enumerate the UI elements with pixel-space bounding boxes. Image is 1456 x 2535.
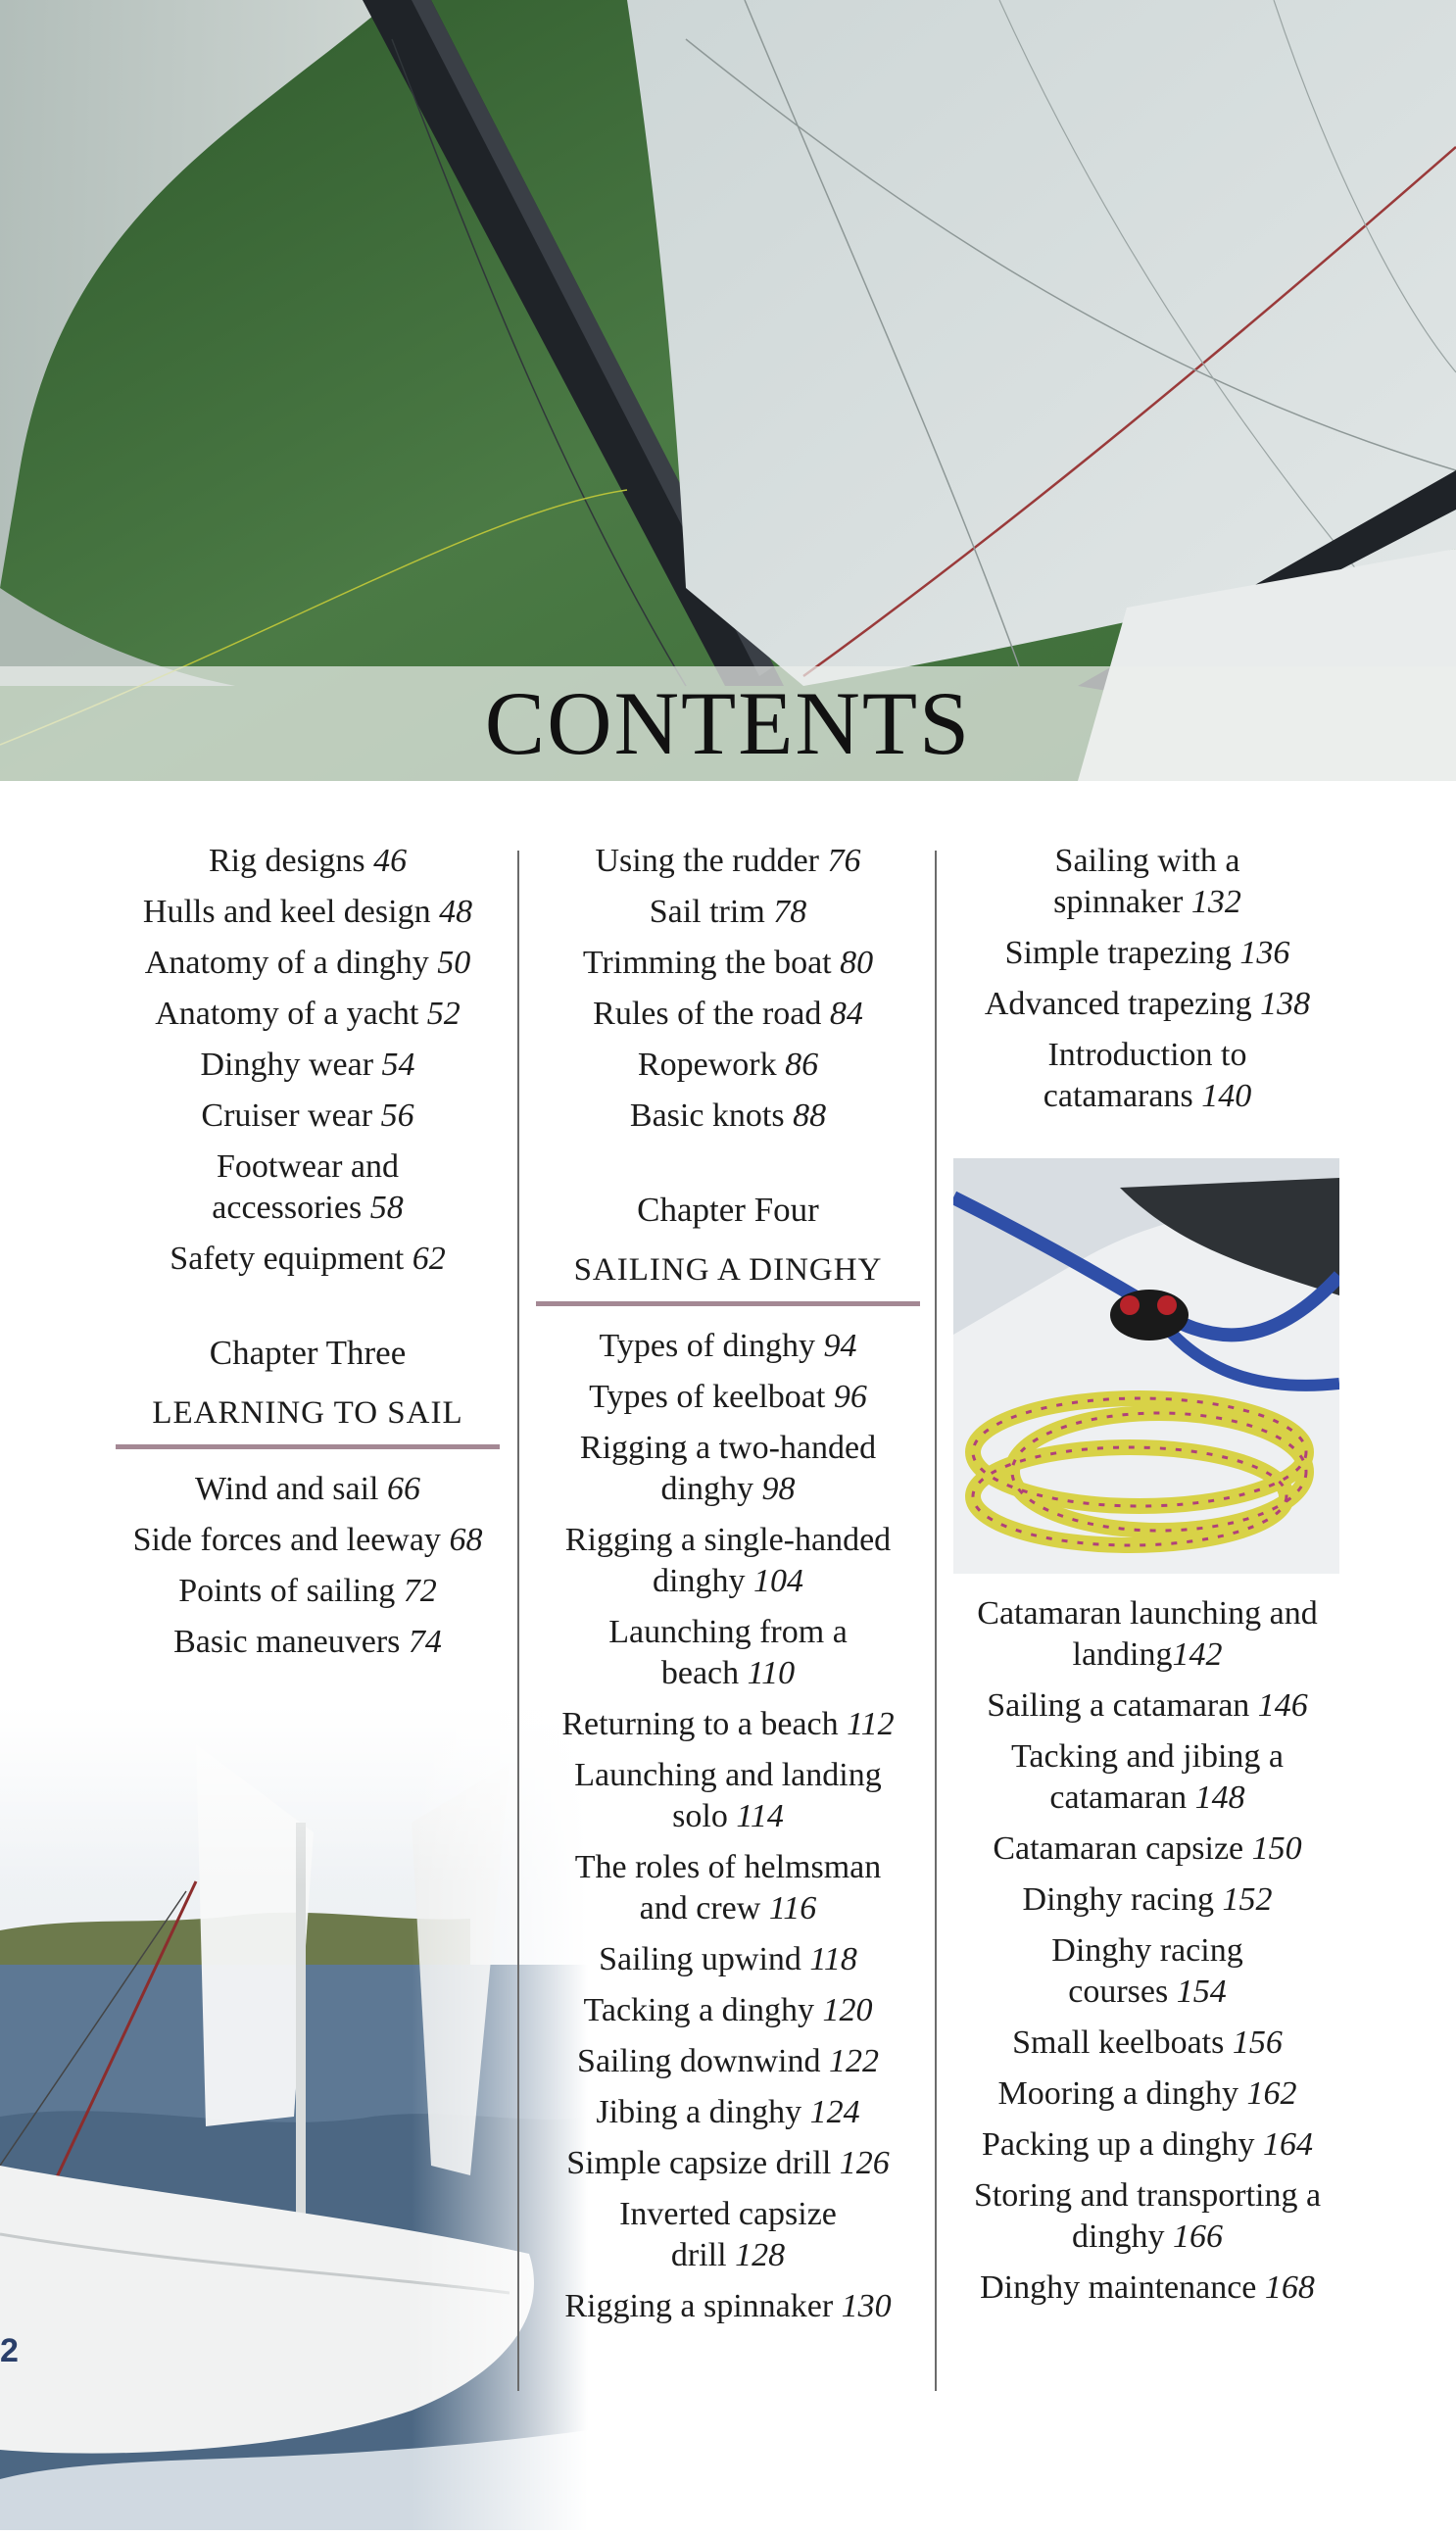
hull-number: 2 xyxy=(0,2332,19,2369)
toc-entry[interactable]: The roles of helmsman and crew 116 xyxy=(574,1849,882,1926)
toc-entry[interactable]: Rigging a single-handed dinghy 104 xyxy=(564,1522,892,1599)
toc-entry[interactable]: Catamaran capsize 150 xyxy=(993,1830,1302,1867)
toc-column-left xyxy=(106,841,510,1673)
dinghy-sailing-photo xyxy=(0,1705,588,2530)
toc-entry[interactable]: Sailing downwind 122 xyxy=(577,2043,879,2079)
toc-entry[interactable]: Launching from a beach 110 xyxy=(608,1614,848,1691)
toc-entry[interactable]: Safety equipment 62 xyxy=(170,1241,446,1277)
toc-entry[interactable]: Anatomy of a yacht 52 xyxy=(155,996,461,1032)
toc-entry[interactable]: Hulls and keel design 48 xyxy=(142,894,473,930)
toc-entry[interactable]: Footwear and accessories 58 xyxy=(212,1148,404,1226)
toc-column-right-bottom xyxy=(946,1593,1348,2318)
column-divider-left xyxy=(517,851,519,2391)
toc-entry[interactable]: Cruiser wear 56 xyxy=(201,1097,414,1134)
toc-entry[interactable]: Sailing with a spinnaker 132 xyxy=(1053,843,1241,920)
toc-entry[interactable]: Using the rudder 76 xyxy=(595,843,861,879)
toc-entry[interactable]: Packing up a dinghy 164 xyxy=(981,2126,1314,2163)
toc-entry[interactable]: Inverted capsize drill 128 xyxy=(619,2196,837,2273)
toc-entry[interactable]: Launching and landing solo 114 xyxy=(574,1757,882,1834)
toc-entry[interactable]: Jibing a dinghy 124 xyxy=(596,2094,860,2130)
toc-entry[interactable]: Wind and sail 66 xyxy=(195,1471,420,1507)
page-title: CONTENTS xyxy=(484,673,972,773)
toc-entry[interactable]: Sailing a catamaran 146 xyxy=(987,1687,1308,1724)
toc-entry[interactable]: Introduction to catamarans 140 xyxy=(1043,1037,1252,1114)
toc-entry[interactable]: Dinghy racing courses 154 xyxy=(1051,1932,1243,2010)
toc-entry[interactable]: Dinghy wear 54 xyxy=(200,1047,415,1083)
toc-entry[interactable]: Trimming the boat 80 xyxy=(582,945,874,981)
toc-entry[interactable]: Dinghy racing 152 xyxy=(1022,1881,1273,1918)
toc-entry[interactable]: Basic maneuvers 74 xyxy=(173,1624,442,1660)
chapter-three-rule xyxy=(116,1444,500,1449)
toc-entry[interactable]: Returning to a beach 112 xyxy=(561,1706,895,1742)
toc-entry[interactable]: Simple capsize drill 126 xyxy=(566,2145,890,2181)
chapter-four-number: Chapter Four xyxy=(637,1191,819,1229)
toc-entry[interactable]: Rigging a spinnaker 130 xyxy=(564,2288,892,2324)
toc-entry[interactable]: Simple trapezing 136 xyxy=(1004,935,1290,971)
toc-entry[interactable]: Tacking a dinghy 120 xyxy=(583,1992,873,2028)
toc-entry[interactable]: Side forces and leeway 68 xyxy=(132,1522,483,1558)
toc-entry[interactable]: Rig designs 46 xyxy=(208,843,408,879)
chapter-four-rule xyxy=(536,1301,920,1306)
chapter-four-title[interactable]: SAILING A DINGHY xyxy=(573,1252,883,1288)
toc-entry[interactable]: Small keelboats 156 xyxy=(1012,2024,1283,2061)
toc-entry[interactable]: Rules of the road 84 xyxy=(593,996,863,1032)
toc-entry[interactable]: Tacking and jibing a catamaran 148 xyxy=(1010,1738,1285,1816)
toc-entry[interactable]: Basic knots 88 xyxy=(629,1097,827,1134)
hero-sail-photo xyxy=(0,0,1456,781)
toc-entry[interactable]: Catamaran launching and landing142 xyxy=(977,1595,1318,1673)
toc-column-middle xyxy=(529,841,927,2337)
toc-entry[interactable]: Rigging a two-handed dinghy 98 xyxy=(579,1430,877,1507)
toc-entry[interactable]: Anatomy of a dinghy 50 xyxy=(144,945,471,981)
toc-column-right-top xyxy=(946,841,1348,1127)
toc-entry[interactable]: Types of keelboat 96 xyxy=(589,1379,867,1415)
chapter-three-number: Chapter Three xyxy=(209,1334,407,1372)
toc-entry[interactable]: Mooring a dinghy 162 xyxy=(997,2075,1297,2112)
toc-entry[interactable]: Sailing upwind 118 xyxy=(599,1941,857,1977)
toc-entry[interactable]: Types of dinghy 94 xyxy=(599,1328,857,1364)
toc-entry[interactable]: Ropework 86 xyxy=(637,1047,819,1083)
toc-entry[interactable]: Advanced trapezing 138 xyxy=(984,986,1311,1022)
chapter-three-title[interactable]: LEARNING TO SAIL xyxy=(152,1395,463,1431)
toc-entry[interactable]: Points of sailing 72 xyxy=(178,1573,437,1609)
rope-cleat-photo xyxy=(953,1158,1339,1574)
toc-entry[interactable]: Dinghy maintenance 168 xyxy=(980,2269,1315,2306)
column-divider-right xyxy=(935,851,937,2391)
toc-entry[interactable]: Sail trim 78 xyxy=(649,894,807,930)
toc-entry[interactable]: Storing and transporting a dinghy 166 xyxy=(973,2177,1322,2255)
